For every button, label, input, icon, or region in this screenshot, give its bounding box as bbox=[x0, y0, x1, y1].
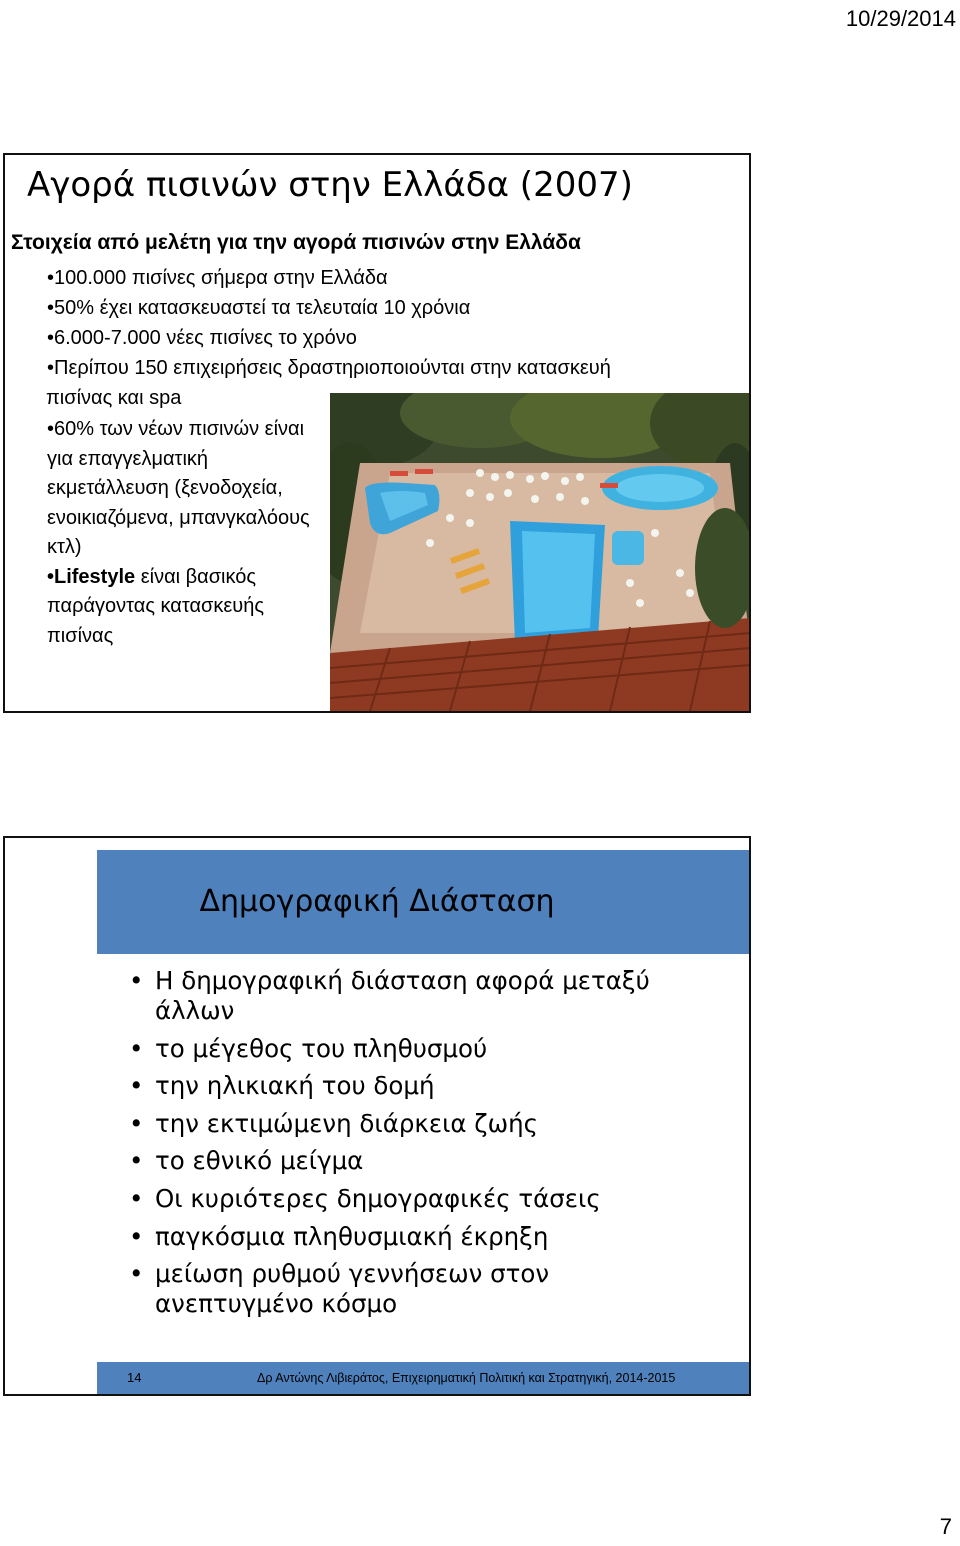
bullet-item-continuation: πισίνας και spa bbox=[46, 387, 182, 409]
slide2-bullet-list bbox=[155, 966, 715, 1327]
slide-demographic-dimension bbox=[3, 836, 751, 1396]
slide1-bullet-list bbox=[47, 263, 611, 413]
slide1-subtitle: Στοιχεία από μελέτη για την αγορά πισινών στην Ελλάδα bbox=[11, 231, 581, 254]
bullet-item: • το μέγεθος του πληθυσμού bbox=[155, 1034, 715, 1064]
bullet-item: • το εθνικό μείγμα bbox=[155, 1146, 715, 1176]
bullet-item: •6.000-7.000 νέες πισίνες το χρόνο bbox=[47, 327, 357, 349]
lifestyle-text: είναι βασικός παράγοντας κατασκευής πισίνας bbox=[47, 565, 264, 647]
bullet-item: • Η δημογραφική διάσταση αφορά μεταξύ άλλων bbox=[155, 966, 715, 1026]
bullet-item: • παγκόσμια πληθυσμιακή έκρηξη bbox=[155, 1222, 715, 1252]
footer-author-course: Δρ Αντώνης Λιβιεράτος, Επιχειρηματική Πολιτική και Στρατηγική, 2014-2015 bbox=[257, 1371, 676, 1385]
bullet-item: •Περίπου 150 επιχειρήσεις δραστηριοποιούνται στην κατασκευή bbox=[47, 357, 611, 379]
bullet-item: •60% των νέων πισινών είναι για επαγγελματική εκμετάλλευση (ξενοδοχεία, ενοικιαζόμενα, μπανγκαλόους κτλ) bbox=[47, 418, 310, 558]
hotel-pool-photo bbox=[330, 393, 751, 711]
bullet-item: •100.000 πισίνες σήμερα στην Ελλάδα bbox=[47, 267, 388, 289]
slide1-left-bullets bbox=[47, 415, 325, 651]
slide1-title: Αγορά πισινών στην Ελλάδα (2007) bbox=[27, 165, 633, 205]
lifestyle-bold-label: •Lifestyle bbox=[47, 565, 136, 588]
bullet-item-lifestyle bbox=[47, 563, 325, 652]
bullet-item: • μείωση ρυθμού γεννήσεων στον ανεπτυγμένο κόσμο bbox=[155, 1259, 715, 1319]
date-header: 10/29/2014 bbox=[845, 6, 956, 31]
slide-pool-market bbox=[3, 153, 751, 713]
page-number: 7 bbox=[939, 1514, 952, 1539]
slide2-title: Δημογραφική Διάσταση bbox=[199, 884, 555, 919]
bullet-item: • Οι κυριότερες δημογραφικές τάσεις bbox=[155, 1184, 715, 1214]
slide2-footer-bar bbox=[97, 1362, 749, 1394]
bullet-item: • την εκτιμώμενη διάρκεια ζωής bbox=[155, 1109, 715, 1139]
bullet-item: •50% έχει κατασκευαστεί τα τελευταία 10 χρόνια bbox=[47, 297, 471, 319]
slide-number: 14 bbox=[127, 1370, 142, 1385]
bullet-item: • την ηλικιακή του δομή bbox=[155, 1071, 715, 1101]
